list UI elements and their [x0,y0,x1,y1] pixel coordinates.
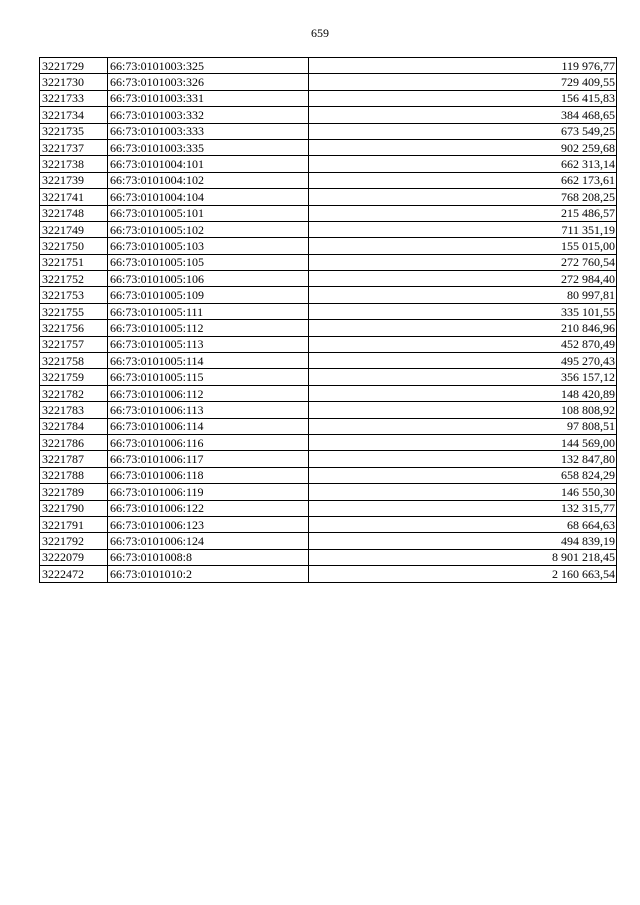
cadastral-number-cell: 66:73:0101006:123 [108,516,309,532]
table-row [40,402,617,418]
row-id-cell: 3221751 [40,254,108,270]
table-row [40,353,617,369]
table-row [40,58,617,74]
cadastral-value-cell: 711 351,19 [309,221,617,237]
table-row [40,303,617,319]
cadastral-number-cell: 66:73:0101005:109 [108,287,309,303]
cadastral-number-cell: 66:73:0101004:104 [108,189,309,205]
table-row [40,336,617,352]
cadastral-value-table [39,57,617,583]
cadastral-value-cell: 673 549,25 [309,123,617,139]
row-id-cell: 3221752 [40,271,108,287]
table-row [40,566,617,582]
table-row [40,516,617,532]
cadastral-value-cell: 658 824,29 [309,467,617,483]
row-id-cell: 3221749 [40,221,108,237]
row-id-cell: 3221753 [40,287,108,303]
row-id-cell: 3221735 [40,123,108,139]
cadastral-value-cell: 210 846,96 [309,320,617,336]
cadastral-value-cell: 97 808,51 [309,418,617,434]
table-row [40,107,617,123]
row-id-cell: 3221787 [40,451,108,467]
row-id-cell: 3221750 [40,238,108,254]
cadastral-value-cell: 2 160 663,54 [309,566,617,582]
cadastral-number-cell: 66:73:0101004:101 [108,156,309,172]
cadastral-value-cell: 729 409,55 [309,74,617,90]
table-row [40,156,617,172]
row-id-cell: 3221737 [40,139,108,155]
table-row [40,434,617,450]
cadastral-number-cell: 66:73:0101006:116 [108,434,309,450]
table-body [40,58,617,583]
row-id-cell: 3221784 [40,418,108,434]
cadastral-number-cell: 66:73:0101005:111 [108,303,309,319]
cadastral-number-cell: 66:73:0101008:8 [108,549,309,565]
table-row [40,500,617,516]
cadastral-value-cell: 144 569,00 [309,434,617,450]
table-row [40,238,617,254]
page-number: 659 [311,26,329,40]
table-row [40,451,617,467]
cadastral-number-cell: 66:73:0101005:101 [108,205,309,221]
cadastral-value-cell: 132 315,77 [309,500,617,516]
row-id-cell: 3221733 [40,90,108,106]
cadastral-number-cell: 66:73:0101006:117 [108,451,309,467]
row-id-cell: 3221782 [40,385,108,401]
table-row [40,320,617,336]
table-row [40,549,617,565]
cadastral-value-cell: 155 015,00 [309,238,617,254]
table-row [40,418,617,434]
table-row [40,287,617,303]
cadastral-value-cell: 356 157,12 [309,369,617,385]
table-row [40,205,617,221]
cadastral-value-cell: 132 847,80 [309,451,617,467]
cadastral-number-cell: 66:73:0101005:105 [108,254,309,270]
table-row [40,172,617,188]
row-id-cell: 3221756 [40,320,108,336]
table-row [40,221,617,237]
table-row [40,74,617,90]
row-id-cell: 3221759 [40,369,108,385]
cadastral-number-cell: 66:73:0101005:106 [108,271,309,287]
row-id-cell: 3222079 [40,549,108,565]
row-id-cell: 3221789 [40,484,108,500]
cadastral-number-cell: 66:73:0101006:113 [108,402,309,418]
table-row [40,123,617,139]
cadastral-number-cell: 66:73:0101005:115 [108,369,309,385]
cadastral-number-cell: 66:73:0101005:114 [108,353,309,369]
cadastral-number-cell: 66:73:0101010:2 [108,566,309,582]
row-id-cell: 3221757 [40,336,108,352]
row-id-cell: 3221790 [40,500,108,516]
cadastral-value-cell: 662 173,61 [309,172,617,188]
cadastral-number-cell: 66:73:0101006:119 [108,484,309,500]
cadastral-number-cell: 66:73:0101004:102 [108,172,309,188]
cadastral-value-cell: 494 839,19 [309,533,617,549]
cadastral-number-cell: 66:73:0101005:103 [108,238,309,254]
row-id-cell: 3221739 [40,172,108,188]
cadastral-number-cell: 66:73:0101006:112 [108,385,309,401]
table-row [40,254,617,270]
table-row [40,271,617,287]
row-id-cell: 3221788 [40,467,108,483]
row-id-cell: 3221783 [40,402,108,418]
cadastral-value-cell: 768 208,25 [309,189,617,205]
table-row [40,385,617,401]
row-id-cell: 3221792 [40,533,108,549]
cadastral-number-cell: 66:73:0101006:118 [108,467,309,483]
cadastral-value-cell: 215 486,57 [309,205,617,221]
table-row [40,369,617,385]
cadastral-number-cell: 66:73:0101006:124 [108,533,309,549]
cadastral-number-cell: 66:73:0101005:113 [108,336,309,352]
row-id-cell: 3221791 [40,516,108,532]
cadastral-number-cell: 66:73:0101006:114 [108,418,309,434]
cadastral-number-cell: 66:73:0101003:332 [108,107,309,123]
cadastral-value-cell: 68 664,63 [309,516,617,532]
cadastral-value-cell: 495 270,43 [309,353,617,369]
row-id-cell: 3221741 [40,189,108,205]
cadastral-value-cell: 272 760,54 [309,254,617,270]
row-id-cell: 3222472 [40,566,108,582]
table-row [40,533,617,549]
table-row [40,189,617,205]
cadastral-value-cell: 662 313,14 [309,156,617,172]
cadastral-value-cell: 146 550,30 [309,484,617,500]
row-id-cell: 3221755 [40,303,108,319]
cadastral-value-cell: 452 870,49 [309,336,617,352]
cadastral-number-cell: 66:73:0101003:335 [108,139,309,155]
cadastral-value-cell: 80 997,81 [309,287,617,303]
cadastral-number-cell: 66:73:0101003:333 [108,123,309,139]
cadastral-value-cell: 119 976,77 [309,58,617,74]
cadastral-value-cell: 384 468,65 [309,107,617,123]
table-row [40,139,617,155]
cadastral-value-cell: 272 984,40 [309,271,617,287]
cadastral-value-cell: 8 901 218,45 [309,549,617,565]
cadastral-number-cell: 66:73:0101005:112 [108,320,309,336]
cadastral-number-cell: 66:73:0101003:325 [108,58,309,74]
cadastral-value-cell: 902 259,68 [309,139,617,155]
cadastral-number-cell: 66:73:0101003:326 [108,74,309,90]
cadastral-value-cell: 148 420,89 [309,385,617,401]
row-id-cell: 3221729 [40,58,108,74]
row-id-cell: 3221738 [40,156,108,172]
table-row [40,90,617,106]
cadastral-number-cell: 66:73:0101006:122 [108,500,309,516]
cadastral-value-cell: 335 101,55 [309,303,617,319]
row-id-cell: 3221758 [40,353,108,369]
row-id-cell: 3221730 [40,74,108,90]
cadastral-number-cell: 66:73:0101005:102 [108,221,309,237]
table-row [40,467,617,483]
row-id-cell: 3221734 [40,107,108,123]
cadastral-number-cell: 66:73:0101003:331 [108,90,309,106]
table-row [40,484,617,500]
row-id-cell: 3221786 [40,434,108,450]
cadastral-value-cell: 108 808,92 [309,402,617,418]
cadastral-value-cell: 156 415,83 [309,90,617,106]
row-id-cell: 3221748 [40,205,108,221]
